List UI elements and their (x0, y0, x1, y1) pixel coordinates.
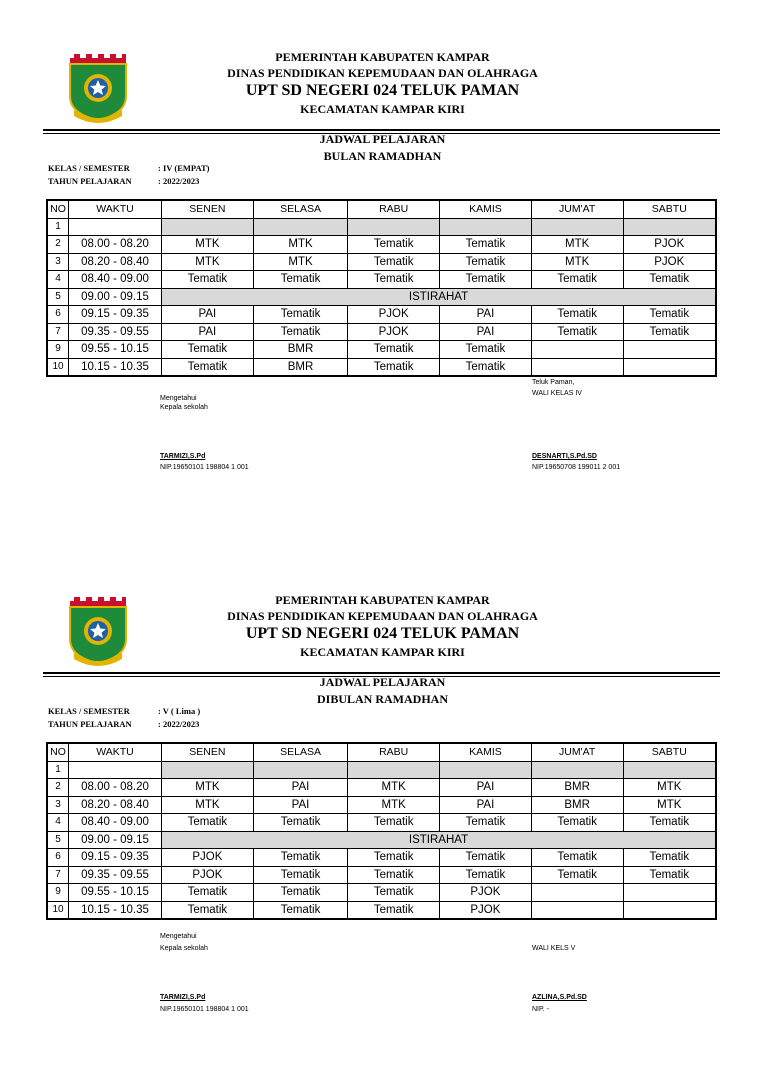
column-header: SELASA (253, 743, 348, 761)
column-header: SABTU (623, 200, 716, 218)
period-number: 10 (47, 901, 69, 919)
school-year-value: : 2022/2023 (158, 719, 200, 729)
subject-cell (623, 884, 716, 902)
column-header: JUM'AT (531, 200, 623, 218)
column-header: JUM'AT (531, 743, 623, 761)
period-number: 5 (47, 288, 69, 306)
table-row (47, 253, 716, 271)
column-header: SENEN (162, 200, 254, 218)
table-row (47, 779, 716, 797)
subject-cell (623, 761, 716, 779)
subject-cell: Tematik (162, 271, 254, 289)
subject-cell (348, 218, 440, 236)
subject-cell: PAI (162, 306, 254, 324)
subject-cell (440, 218, 532, 236)
subject-cell: Tematik (348, 236, 440, 254)
subject-cell (531, 884, 623, 902)
period-number: 2 (47, 779, 69, 797)
subject-cell: PJOK (623, 236, 716, 254)
acknowledged-label: Mengetahui (160, 933, 197, 940)
subject-cell: Tematik (440, 341, 532, 359)
subject-cell: Tematik (440, 358, 532, 376)
subject-cell (531, 358, 623, 376)
subject-cell: MTK (348, 779, 440, 797)
acknowledged-label: Mengetahui (160, 395, 197, 402)
subject-cell: Tematik (348, 271, 440, 289)
header-divider-thick (43, 129, 720, 131)
table-row (47, 796, 716, 814)
header-divider-thick (43, 672, 720, 674)
principal-nip: NIP.19650101 198804 1 001 (160, 1006, 249, 1013)
subject-cell (162, 761, 254, 779)
table-row (47, 288, 716, 306)
schedule-table (46, 199, 717, 377)
subject-cell: Tematik (348, 849, 440, 867)
column-header: NO (47, 743, 69, 761)
header-district: KECAMATAN KAMPAR KIRI (300, 645, 465, 659)
subject-cell (162, 218, 254, 236)
subject-cell: PJOK (348, 323, 440, 341)
period-number: 3 (47, 796, 69, 814)
subject-cell: Tematik (531, 306, 623, 324)
header-department: DINAS PENDIDIKAN KEPEMUDAAN DAN OLAHRAGA (227, 66, 538, 80)
table-row (47, 884, 716, 902)
subject-cell: PAI (253, 796, 348, 814)
subject-cell: Tematik (440, 236, 532, 254)
subject-cell: Tematik (623, 271, 716, 289)
subject-cell: PJOK (440, 901, 532, 919)
schedule-title: JADWAL PELAJARAN (319, 675, 446, 689)
table-row (47, 831, 716, 849)
subject-cell: Tematik (531, 271, 623, 289)
subject-cell (253, 761, 348, 779)
subject-cell: Tematik (348, 358, 440, 376)
period-number: 6 (47, 849, 69, 867)
period-number: 5 (47, 831, 69, 849)
period-number: 7 (47, 866, 69, 884)
subject-cell: PAI (440, 323, 532, 341)
homeroom-role: WALI KELS V (532, 945, 576, 952)
class-semester-label: KELAS / SEMESTER (48, 706, 130, 716)
header-government: PEMERINTAH KABUPATEN KAMPAR (275, 593, 490, 607)
subject-cell: Tematik (253, 323, 348, 341)
subject-cell: Tematik (253, 271, 348, 289)
column-header: KAMIS (440, 743, 532, 761)
column-header: RABU (348, 200, 440, 218)
subject-cell: Tematik (531, 866, 623, 884)
header-school-name: UPT SD NEGERI 024 TELUK PAMAN (245, 625, 520, 642)
period-time (69, 761, 162, 779)
subject-cell (623, 358, 716, 376)
subject-cell: Tematik (162, 901, 254, 919)
period-number: 9 (47, 341, 69, 359)
period-time: 08.00 - 08.20 (69, 779, 162, 797)
table-row (47, 814, 716, 832)
schedule-title: JADWAL PELAJARAN (319, 132, 446, 146)
period-number: 6 (47, 306, 69, 324)
period-time: 08.20 - 08.40 (69, 253, 162, 271)
subject-cell: Tematik (623, 849, 716, 867)
subject-cell: Tematik (253, 884, 348, 902)
period-number: 1 (47, 761, 69, 779)
period-time: 09.15 - 09.35 (69, 849, 162, 867)
homeroom-teacher-name: AZLINA,S.Pd.SD (532, 994, 587, 1001)
period-time: 08.00 - 08.20 (69, 236, 162, 254)
subject-cell: Tematik (440, 271, 532, 289)
school-year-label: TAHUN PELAJARAN (48, 176, 132, 186)
subject-cell (440, 761, 532, 779)
column-header: WAKTU (69, 200, 162, 218)
subject-cell: Tematik (253, 814, 348, 832)
period-time: 09.55 - 10.15 (69, 884, 162, 902)
subject-cell: Tematik (348, 884, 440, 902)
subject-cell: PAI (440, 306, 532, 324)
class-semester-value: : V ( Lima ) (158, 706, 201, 716)
period-time: 09.00 - 09.15 (69, 288, 162, 306)
subject-cell (253, 218, 348, 236)
subject-cell: MTK (348, 796, 440, 814)
header-department: DINAS PENDIDIKAN KEPEMUDAAN DAN OLAHRAGA (227, 609, 538, 623)
sign-place: Teluk Paman, (532, 379, 575, 386)
homeroom-teacher-name: DESNARTI,S.Pd.SD (532, 453, 597, 460)
subject-cell: Tematik (623, 866, 716, 884)
subject-cell (531, 218, 623, 236)
subject-cell: Tematik (162, 341, 254, 359)
homeroom-teacher-nip: NIP. - (532, 1006, 549, 1013)
table-row (47, 306, 716, 324)
subject-cell: BMR (531, 796, 623, 814)
subject-cell (531, 341, 623, 359)
subject-cell: Tematik (348, 866, 440, 884)
principal-name: TARMIZI,S.Pd (160, 453, 206, 460)
subject-cell: PAI (440, 779, 532, 797)
kampar-regency-emblem-icon (68, 52, 128, 124)
schedule-table (46, 742, 717, 920)
subject-cell: Tematik (253, 866, 348, 884)
header-government: PEMERINTAH KABUPATEN KAMPAR (275, 50, 490, 64)
subject-cell (623, 218, 716, 236)
subject-cell: Tematik (162, 884, 254, 902)
subject-cell: MTK (162, 779, 254, 797)
period-number: 4 (47, 271, 69, 289)
subject-cell: Tematik (531, 814, 623, 832)
period-time (69, 218, 162, 236)
subject-cell (531, 761, 623, 779)
period-number: 10 (47, 358, 69, 376)
subject-cell: PJOK (440, 884, 532, 902)
break-cell: ISTIRAHAT (162, 831, 717, 849)
period-number: 3 (47, 253, 69, 271)
period-time: 09.15 - 09.35 (69, 306, 162, 324)
subject-cell: MTK (623, 779, 716, 797)
subject-cell: Tematik (162, 814, 254, 832)
subject-cell: MTK (531, 253, 623, 271)
subject-cell: Tematik (440, 849, 532, 867)
homeroom-role: WALI KELAS IV (532, 390, 582, 397)
period-number: 4 (47, 814, 69, 832)
subject-cell: Tematik (440, 814, 532, 832)
subject-cell: Tematik (348, 253, 440, 271)
subject-cell: Tematik (348, 814, 440, 832)
principal-nip: NIP.19650101 198804 1 001 (160, 464, 249, 471)
principal-role: Kepala sekolah (160, 404, 208, 411)
kampar-regency-emblem-icon (68, 595, 128, 667)
column-header: NO (47, 200, 69, 218)
subject-cell: Tematik (623, 306, 716, 324)
subject-cell: Tematik (348, 901, 440, 919)
subject-cell: PJOK (623, 253, 716, 271)
period-time: 08.20 - 08.40 (69, 796, 162, 814)
subject-cell (348, 761, 440, 779)
subject-cell: Tematik (440, 253, 532, 271)
subject-cell: Tematik (440, 866, 532, 884)
subject-cell: Tematik (623, 814, 716, 832)
table-row (47, 236, 716, 254)
subject-cell: PJOK (162, 866, 254, 884)
subject-cell: MTK (162, 796, 254, 814)
principal-role: Kepala sekolah (160, 945, 208, 952)
period-number: 9 (47, 884, 69, 902)
column-header: SABTU (623, 743, 716, 761)
column-header: SELASA (253, 200, 348, 218)
subject-cell: Tematik (348, 341, 440, 359)
schedule-subtitle: BULAN RAMADHAN (323, 149, 442, 163)
period-time: 10.15 - 10.35 (69, 901, 162, 919)
table-header-row (47, 200, 716, 218)
subject-cell: Tematik (253, 901, 348, 919)
subject-cell (623, 901, 716, 919)
table-row (47, 218, 716, 236)
class-semester-value: : IV (EMPAT) (158, 163, 210, 173)
subject-cell (531, 901, 623, 919)
period-time: 08.40 - 09.00 (69, 271, 162, 289)
period-number: 1 (47, 218, 69, 236)
school-year-value: : 2022/2023 (158, 176, 200, 186)
table-row (47, 323, 716, 341)
header-district: KECAMATAN KAMPAR KIRI (300, 102, 465, 116)
column-header: KAMIS (440, 200, 532, 218)
period-time: 09.35 - 09.55 (69, 866, 162, 884)
table-row (47, 271, 716, 289)
period-time: 08.40 - 09.00 (69, 814, 162, 832)
principal-name: TARMIZI,S.Pd (160, 994, 206, 1001)
header-school-name: UPT SD NEGERI 024 TELUK PAMAN (245, 82, 520, 99)
subject-cell: Tematik (531, 849, 623, 867)
column-header: WAKTU (69, 743, 162, 761)
table-header-row (47, 743, 716, 761)
schedule-sheet-class-5 (0, 543, 768, 1086)
subject-cell: Tematik (623, 323, 716, 341)
subject-cell: MTK (253, 236, 348, 254)
period-number: 2 (47, 236, 69, 254)
subject-cell: PJOK (162, 849, 254, 867)
break-cell: ISTIRAHAT (162, 288, 717, 306)
subject-cell: PAI (253, 779, 348, 797)
subject-cell: Tematik (531, 323, 623, 341)
subject-cell: Tematik (162, 358, 254, 376)
subject-cell (623, 341, 716, 359)
column-header: RABU (348, 743, 440, 761)
subject-cell: PAI (440, 796, 532, 814)
school-year-label: TAHUN PELAJARAN (48, 719, 132, 729)
table-row (47, 866, 716, 884)
subject-cell: MTK (162, 236, 254, 254)
table-row (47, 761, 716, 779)
subject-cell: Tematik (253, 849, 348, 867)
schedule-subtitle: DIBULAN RAMADHAN (317, 692, 448, 706)
period-time: 10.15 - 10.35 (69, 358, 162, 376)
table-row (47, 358, 716, 376)
period-time: 09.35 - 09.55 (69, 323, 162, 341)
period-time: 09.55 - 10.15 (69, 341, 162, 359)
period-number: 7 (47, 323, 69, 341)
subject-cell: BMR (253, 341, 348, 359)
subject-cell: MTK (162, 253, 254, 271)
subject-cell: BMR (253, 358, 348, 376)
homeroom-teacher-nip: NIP.19650708 199011 2 001 (532, 464, 621, 471)
subject-cell: MTK (623, 796, 716, 814)
subject-cell: MTK (531, 236, 623, 254)
table-row (47, 341, 716, 359)
subject-cell: MTK (253, 253, 348, 271)
subject-cell: PJOK (348, 306, 440, 324)
subject-cell: PAI (162, 323, 254, 341)
column-header: SENEN (162, 743, 254, 761)
subject-cell: BMR (531, 779, 623, 797)
class-semester-label: KELAS / SEMESTER (48, 163, 130, 173)
period-time: 09.00 - 09.15 (69, 831, 162, 849)
subject-cell: Tematik (253, 306, 348, 324)
table-row (47, 901, 716, 919)
table-row (47, 849, 716, 867)
